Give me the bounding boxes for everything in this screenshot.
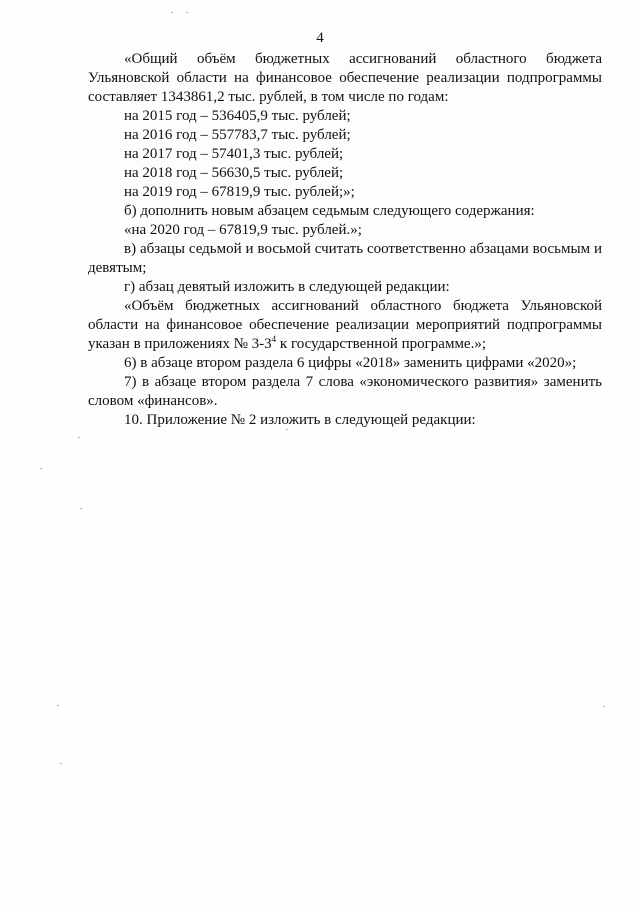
scan-speck: [57, 705, 59, 706]
year-line-2018: на 2018 год – 56630,5 тыс. рублей;: [124, 165, 344, 181]
paragraph-item-7: 7) в абзаце втором раздела 7 слова «экономического развития» заменить словом «финансов».: [88, 374, 602, 409]
page-number: 4: [316, 30, 324, 46]
scan-speck: [60, 763, 62, 764]
paragraph-item-10: 10. Приложение № 2 изложить в следующей редакции:: [124, 412, 476, 428]
paragraph-total-funding: «Общий объём бюджетных ассигнований областного бюджета Ульяновской области на финансовое обеспечение реализации подпрограммы составляет 1343861,2 тыс. рублей, в том числе по годам:: [88, 51, 602, 105]
scan-speck: [80, 508, 82, 509]
document-body: [88, 50, 602, 430]
paragraph-item-6: 6) в абзаце втором раздела 6 цифры «2018» заменить цифрами «2020»;: [124, 355, 577, 371]
g-quote-superscript: 4: [271, 334, 277, 344]
scan-speck: [186, 12, 188, 13]
year-line-2016: на 2016 год – 557783,7 тыс. рублей;: [124, 127, 351, 143]
scan-speck: [603, 706, 605, 707]
year-line-2019: на 2019 год – 67819,9 тыс. рублей;»;: [124, 184, 355, 200]
paragraph-item-b-quote: «на 2020 год – 67819,9 тыс. рублей.»;: [124, 222, 362, 238]
scan-speck: [78, 437, 80, 438]
scan-speck: [40, 468, 42, 469]
paragraph-item-g: г) абзац девятый изложить в следующей редакции:: [124, 279, 450, 295]
paragraph-item-v: в) абзацы седьмой и восьмой считать соответственно абзацами восьмым и девятым;: [88, 241, 602, 276]
scan-speck: [286, 429, 288, 430]
paragraph-item-b: б) дополнить новым абзацем седьмым следующего содержания:: [124, 203, 535, 219]
scan-speck: [171, 12, 173, 13]
g-quote-main-text: «Объём бюджетных ассигнований областного бюджета Ульяновской области на финансовое обеспечение реализации мероприятий подпрограммы указан в приложениях № 3-3: [88, 298, 602, 352]
year-line-2017: на 2017 год – 57401,3 тыс. рублей;: [124, 146, 344, 162]
paragraph-item-g-quote: [88, 297, 602, 354]
year-line-2015: на 2015 год – 536405,9 тыс. рублей;: [124, 108, 351, 124]
g-quote-tail-text: к государственной программе.»;: [276, 336, 487, 352]
